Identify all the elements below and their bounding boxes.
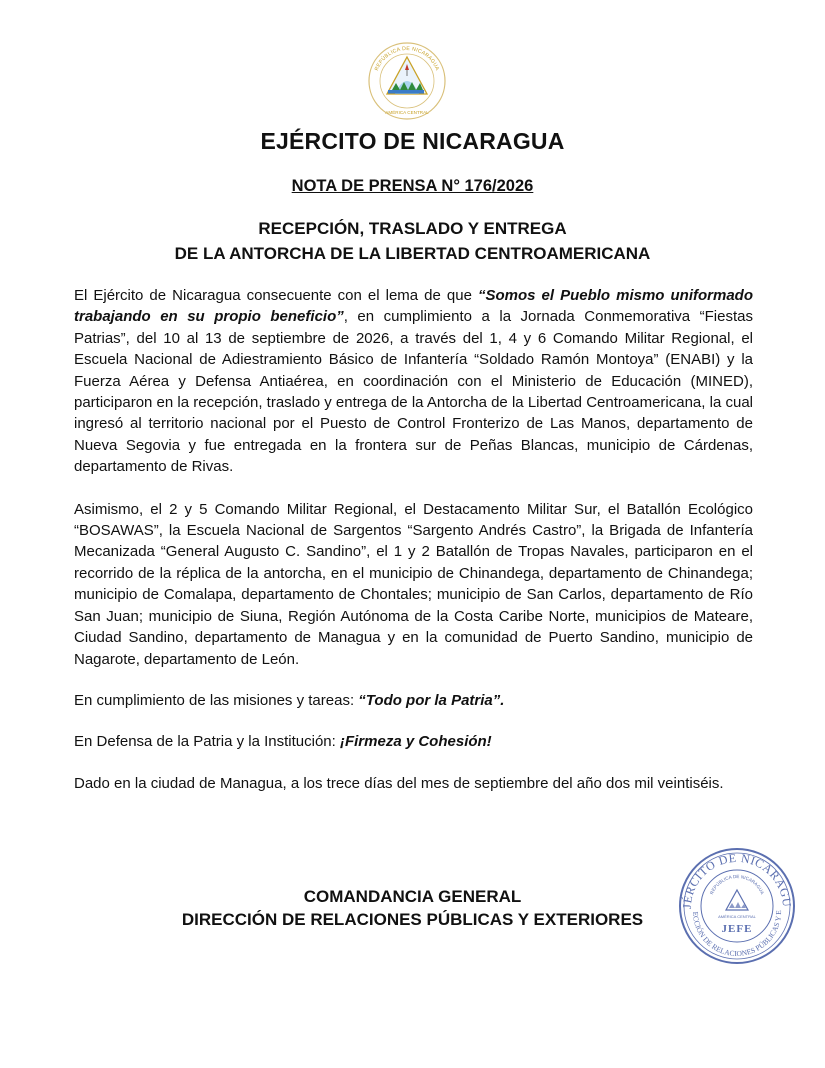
paragraph-4 <box>74 731 753 752</box>
paragraph-1 <box>74 285 753 478</box>
paragraph-5: Dado en la ciudad de Managua, a los trece días del mes de septiembre del año dos mil veintiséis. <box>74 774 724 792</box>
svg-text:REPÚBLICA DE NICARAGUA: REPÚBLICA DE NICARAGUA <box>709 873 765 896</box>
signature-line-2: DIRECCIÓN DE RELACIONES PÚBLICAS Y EXTERIORES <box>181 910 644 929</box>
heading-line-1: RECEPCIÓN, TRASLADO Y ENTREGA <box>258 219 567 238</box>
p4-text: En Defensa de la Patria y la Institución: <box>74 733 340 751</box>
p1-text-rest: , en cumplimiento a la Jornada Conmemorativa “Fiestas Patrias”, del 10 al 13 de septiembre de 2026, a través del 1, 4 y 6 Comando Militar Regional, el Escuela Nacional de Adiestramiento Básico de Infantería “Soldado Ramón Montoya” (ENABI) y la Fuerza Aérea y Defensa Antiaérea, en coordinación con el Ministerio de Educación (MINED), participaron en la recepción, traslado y entrega de la Antorcha de la Libertad Centroamericana, la cual ingresó al territorio nacional por el Puesto de Control Fronterizo de Las Manos, departamento de Nueva Segovia y fue entregada en la frontera sur de Peñas Blancas, municipio de Cárdenas, departamento de Rivas. <box>74 308 753 476</box>
svg-text:DIRECCIÓN DE RELACIONES PÚBLIC: ECCIÓN DE RELACIONES PÚBLICAS Y E <box>690 910 784 959</box>
p1-text-start: El Ejército de Nicaragua consecuente con el lema de que <box>74 287 478 304</box>
p4-motto: ¡Firmeza y Cohesión! <box>339 733 492 751</box>
signature-line-1: COMANDANCIA GENERAL <box>303 887 522 906</box>
paragraph-2: Asimismo, el 2 y 5 Comando Militar Regional, el Destacamento Militar Sur, el Batallón Ecológico “BOSAWAS”, la Escuela Nacional de Sargentos “Sargento Andrés Castro”, la Brigada de Infantería Mecanizada “General Augusto C. Sandino”, el 1 y 2 Batallón de Tropas Navales, participaron en el recorrido de la réplica de la antorcha, en el municipio de Chinandega, departamento de Chinandega; municipio de Comalapa, departamento de Chontales; municipio de San Carlos, departamento de Río San Juan; municipio de Siuna, Región Autónoma de la Costa Caribe Norte, municipios de Mateare, Ciudad Sandino, departamento de Managua y en la comunidad de Puerto Sandino, municipio de Nagarote, departamento de León. <box>74 500 753 668</box>
svg-text:EJÉRCITO DE NICARAGUA: JÉRCITO DE NICARAGU <box>679 850 795 910</box>
svg-text:AMÉRICA CENTRAL: AMÉRICA CENTRAL <box>385 110 429 115</box>
p3-motto: “Todo por la Patria”. <box>358 691 505 709</box>
press-heading <box>0 216 825 266</box>
press-note-number: NOTA DE PRENSA N° 176/2026 <box>291 177 534 195</box>
svg-text:JEFE: JEFE <box>721 923 753 935</box>
p3-text: En cumplimiento de las misiones y tareas: <box>74 691 359 709</box>
svg-text:AMÉRICA CENTRAL: AMÉRICA CENTRAL <box>718 914 756 919</box>
p1-motto: “Somos el Pueblo mismo uniformado trabajando en su propio beneficio” <box>74 287 753 326</box>
paragraph-3 <box>74 690 753 711</box>
svg-text:REPÚBLICA DE NICARAGUA: REPÚBLICA DE NICARAGUA <box>373 45 441 72</box>
heading-line-2: DE LA ANTORCHA DE LA LIBERTAD CENTROAMERICANA <box>174 244 651 263</box>
press-body <box>74 285 753 814</box>
institution-title: EJÉRCITO DE NICARAGUA <box>260 128 565 154</box>
coat-of-arms-seal <box>366 40 448 122</box>
official-stamp <box>677 846 797 966</box>
